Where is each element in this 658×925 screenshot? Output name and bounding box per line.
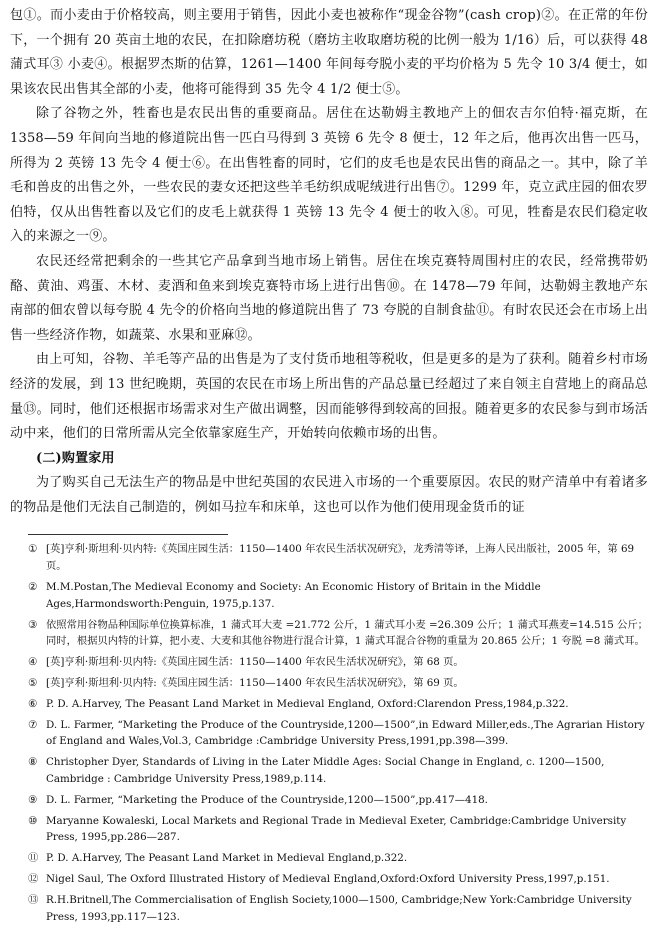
footnote-text: Christopher Dyer, Standards of Living in the Later Middle Ages: Social Change in England, c. 1200—1500, Cambridge : Cambridge University Press,1989,p.114. (46, 756, 605, 786)
footnote-marker: ⑪ (28, 852, 39, 865)
footnote-list (10, 541, 648, 925)
footnote-text: M.M.Postan,The Medieval Economy and Society: An Economic History of Britain in the Middle Ages,Harmondsworth:Penguin, 1975,p.137. (46, 581, 541, 610)
footnote-marker: ⑫ (28, 873, 39, 886)
paragraph-5: 为了购买自己无法生产的物品是中世纪英国的农民进入市场的一个重要原因。农民的财产清单中有着诸多的物品是他们无法自己制造的，例如马拉车和床单，这也可以作为他们使用现金货币的证 (10, 475, 648, 515)
footnote-marker: ⑩ (28, 814, 38, 827)
paragraph-1: 包①。而小麦由于价格较高，则主要用于销售，因此小麦也被称作“现金谷物”(cash crop)②。在正常的年份下，一个拥有 20 英亩土地的农民，在扣除磨坊税（磨坊主收取磨坊税的比例一般为 1/16）后，可以获得 48 蒲式耳③ 小麦④。根据罗杰斯的估算，1261—1400 年间每夸脱小麦的平均价格为 5 先令 10 3/4 便士，如果该农民出售其全部的小麦，他将可能得到 35 先令 4 1/2 便士⑤。 (10, 8, 648, 97)
footnote-marker: ⑨ (28, 793, 38, 806)
footnote-marker: ③ (28, 618, 38, 631)
footnote-item (10, 617, 648, 651)
footnote-text: P. D. A.Harvey, The Peasant Land Market in Medieval England, Oxford:Clarendon Press,1984,p.322. (46, 697, 569, 710)
footnote-text: P. D. A.Harvey, The Peasant Land Market in Medieval England,p.322. (46, 852, 408, 865)
paragraph-4: 由上可知，谷物、羊毛等产品的出售是为了支付货币地租等税收，但是更多的是为了获利。随着乡村市场经济的发展，到 13 世纪晚期，英国的农民在市场上所出售的产品总量已经超过了来自领主自营地上的商品总量⑬。同时，他们还根据市场需求对生产做出调整，因而能够得到较高的回报。随着更多的农民参与到市场活动中来，他们的日常所需从完全依靠家庭生产，开始转向依赖市场的出售。 (10, 352, 648, 442)
footnote-text: [英]亨利·斯坦利·贝内特:《英国庄园生活：1150—1400 年农民生活状况研究》，龙秀清等译，上海人民出版社，2005 年，第 69 页。 (46, 543, 635, 573)
section-heading: (二)购置家用 (36, 450, 115, 466)
footnote-marker: ② (28, 581, 38, 594)
footnote-item (10, 579, 648, 613)
footnote-marker: ⑧ (28, 756, 38, 769)
footnote-marker: ⑥ (28, 697, 38, 710)
footnote-item (10, 813, 648, 847)
footnote-text: D. L. Farmer, “Marketing the Produce of the Countryside,1200—1500”,pp.417—418. (46, 793, 488, 806)
footnote-item (10, 675, 648, 692)
footnote-marker: ⑬ (28, 893, 39, 906)
footnote-marker: ① (28, 543, 38, 556)
paragraph-2: 除了谷物之外，牲畜也是农民出售的重要商品。居住在达勒姆主教地产上的佃农吉尔伯特·福克斯，在 1358—59 年间向当地的修道院出售一匹白马得到 3 英镑 6 先令 8 便士，12 年之后，他再次出售一匹马，所得为 2 英镑 13 先令 4 便士⑥。在出售牲畜的同时，它们的皮毛也是农民出售的商品之一。其中，除了羊毛和兽皮的出售之外，一些农民的妻女还把这些羊毛纺织成呢绒进行出售⑦。1299 年，克立武庄园的佃农罗伯特，仅从出售牲畜以及它们的皮毛上就获得 1 英镑 13 先令 4 便士的收入⑧。可见，牲畜是农民们稳定收入的来源之一⑨。 (10, 106, 648, 245)
footnote-marker: ⑤ (28, 677, 38, 690)
footnote-marker: ④ (28, 656, 38, 669)
footnote-item (10, 892, 648, 925)
footnote-text: Maryanne Kowaleski, Local Markets and Regional Trade in Medieval Exeter, Cambridge:Cambridge University Press, 1995,pp.286—287. (46, 814, 627, 844)
footnote-text: D. L. Farmer, “Marketing the Produce of the Countryside,1200—1500”,in Edward Miller,eds.,The Agrarian History of England and Wales,Vol.3, Cambridge :Cambridge University Press,1991,pp.398—399. (46, 718, 645, 748)
footnote-marker: ⑦ (28, 718, 38, 731)
footnote-item (10, 717, 648, 751)
footnote-divider (28, 534, 228, 535)
footnote-text: Nigel Saul, The Oxford Illustrated History of Medieval England,Oxford:Oxford University Press,1997,p.151. (46, 873, 610, 886)
body-text (10, 4, 648, 520)
footnote-item (10, 696, 648, 713)
footnote-item (10, 654, 648, 671)
footnote-item (10, 541, 648, 575)
footnote-item (10, 871, 648, 888)
paragraph-3: 农民还经常把剩余的一些其它产品拿到当地市场上销售。居住在埃克赛特周围村庄的农民，经常携带奶酪、黄油、鸡蛋、木材、麦酒和鱼来到埃克赛特市场上进行出售⑩。在 1478—79 年间，达勒姆主教地产东南部的佃农曾以每夸脱 4 先令的价格向当地的修道院出售了 73 夸脱的自制食盐⑪。有时农民还会在市场上出售一些经济作物，如蔬菜、水果和亚麻⑫。 (10, 253, 648, 343)
footnote-item (10, 792, 648, 809)
footnote-item (10, 850, 648, 867)
footnote-text: 依照常用谷物品种国际单位换算标准，1 蒲式耳大麦 =21.772 公斤，1 蒲式耳小麦 =26.309 公斤；1 蒲式耳燕麦=14.515 公斤；同时，根据贝内特的计算，把小麦、大麦和其他谷物进行混合计算，1 蒲式耳混合谷物的重量为 20.865 公斤；1 夸脱 =8 蒲式耳。 (46, 618, 648, 648)
footnote-text: [英]亨利·斯坦利·贝内特:《英国庄园生活：1150—1400 年农民生活状况研究》，第 68 页。 (46, 656, 464, 669)
footnote-text: [英]亨利·斯坦利·贝内特:《英国庄园生活：1150—1400 年农民生活状况研究》，第 69 页。 (46, 677, 464, 690)
footnote-item (10, 754, 648, 788)
footnote-text: R.H.Britnell,The Commercialisation of English Society,1000—1500, Cambridge;New York:Cambridge University Press, 1993,pp.117—123. (46, 893, 632, 923)
